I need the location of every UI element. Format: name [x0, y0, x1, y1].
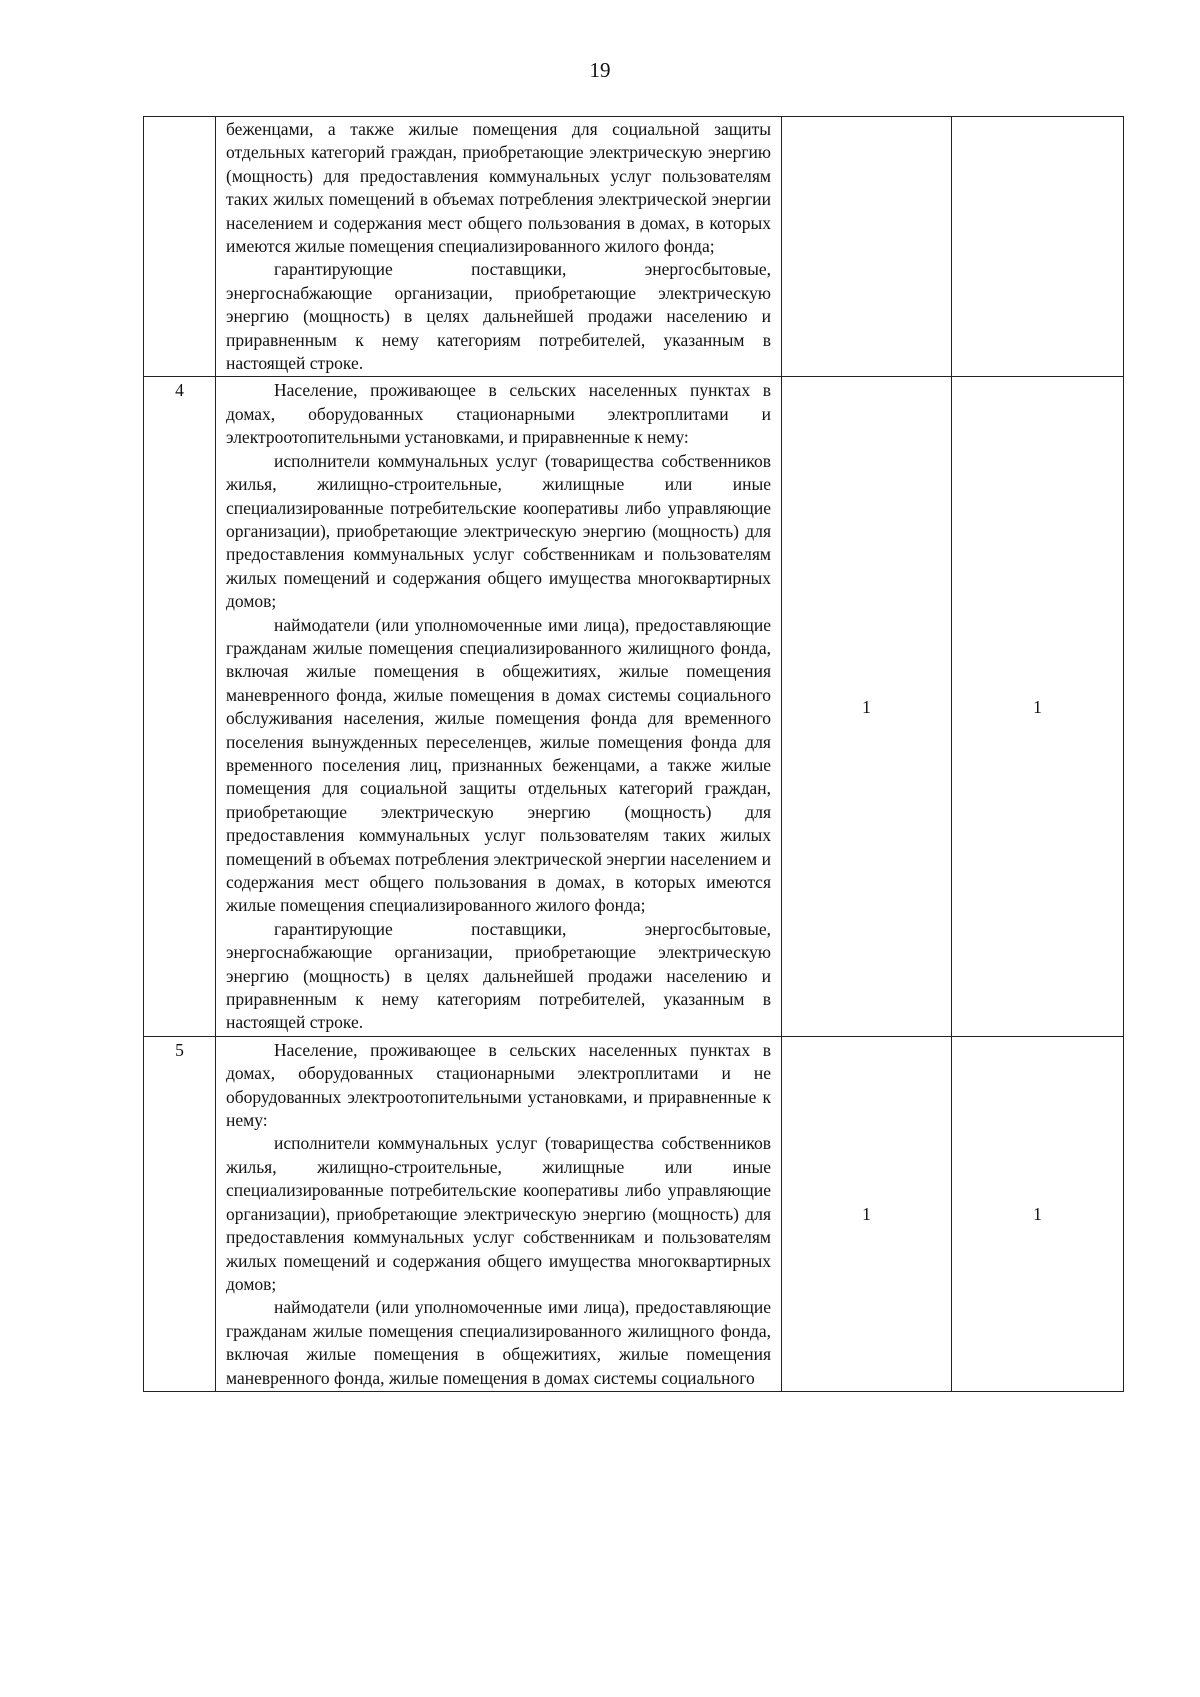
table-row [144, 1036, 1124, 1391]
table-row [144, 117, 1124, 377]
paragraph: гарантирующие поставщики, энергосбытовые, энергоснабжающие организации, приобретающие электрическую энергию (мощность) в целях дальнейшей продажи населению и приравненным к нему категориям потребителей, указанным в настоящей строке. [226, 259, 771, 374]
paragraph: наймодатели (или уполномоченные ими лица), предоставляющие гражданам жилые помещения специализированного жилищного фонда, включая жилые помещения в общежитиях, жилые помещения маневренного фонда, жилые помещения в домах системы социального обслуживания населения, жилые помещения фонда для временного поселения вынужденных переселенцев, жилые помещения фонда для временного поселения лиц, признанных беженцами, а также жилые помещения для социальной защиты отдельных категорий граждан, приобретающие электрическую энергию (мощность) для предоставления коммунальных услуг пользователям таких жилых помещений в объемах потребления электрической энергии населением и содержания мест общего пользования в домах, в которых имеются жилые помещения специализированного жилого фонда; [226, 614, 771, 916]
value-cell-a: 1 [782, 1036, 952, 1391]
table-row [144, 377, 1124, 1036]
page-number: 19 [589, 58, 611, 82]
value-cell-b [952, 117, 1124, 377]
value-cell-b: 1 [952, 377, 1124, 1036]
value-cell-b: 1 [952, 1036, 1124, 1391]
tariff-table [143, 116, 1124, 1392]
paragraph: гарантирующие поставщики, энергосбытовые, энергоснабжающие организации, приобретающие электрическую энергию (мощность) в целях дальнейшей продажи населению и приравненным к нему категориям потребителей, указанным в настоящей строке. [226, 918, 771, 1033]
paragraph: Население, проживающее в сельских населенных пунктах в домах, оборудованных стационарными электроплитами и электроотопительными установками, и приравненные к нему: [226, 380, 771, 448]
value-cell-a: 1 [782, 377, 952, 1036]
paragraph: исполнители коммунальных услуг (товарищества собственников жилья, жилищно-строительные, жилищные или иные специализированные потребительские кооперативы либо управляющие организации), приобретающие электрическую энергию (мощность) для предоставления коммунальных услуг собственникам и пользователям жилых помещений и содержания общего имущества многоквартирных домов; [226, 450, 771, 612]
row-description [216, 377, 782, 1036]
paragraph: беженцами, а также жилые помещения для социальной защиты отдельных категорий граждан, приобретающие электрическую энергию (мощность) для предоставления коммунальных услуг пользователям таких жилых помещений в объемах потребления электрической энергии населением и содержания мест общего пользования в домах, в которых имеются жилые помещения специализированного жилого фонда; [226, 119, 771, 257]
paragraph: наймодатели (или уполномоченные ими лица), предоставляющие гражданам жилые помещения специализированного жилищного фонда, включая жилые помещения в общежитиях, жилые помещения маневренного фонда, жилые помещения в домах системы социального [226, 1297, 771, 1388]
row-description [216, 117, 782, 377]
row-description [216, 1036, 782, 1391]
row-number [144, 117, 216, 377]
paragraph: исполнители коммунальных услуг (товарищества собственников жилья, жилищно-строительные, жилищные или иные специализированные потребительские кооперативы либо управляющие организации), приобретающие электрическую энергию (мощность) для предоставления коммунальных услуг собственникам и пользователям жилых помещений и содержания общего имущества многоквартирных домов; [226, 1133, 771, 1294]
value-cell-a [782, 117, 952, 377]
row-number: 4 [144, 377, 216, 1036]
paragraph: Население, проживающее в сельских населенных пунктах в домах, оборудованных стационарными электроплитами и не оборудованных электроотопительными установками, и приравненные к нему: [226, 1039, 771, 1131]
row-number: 5 [144, 1036, 216, 1391]
